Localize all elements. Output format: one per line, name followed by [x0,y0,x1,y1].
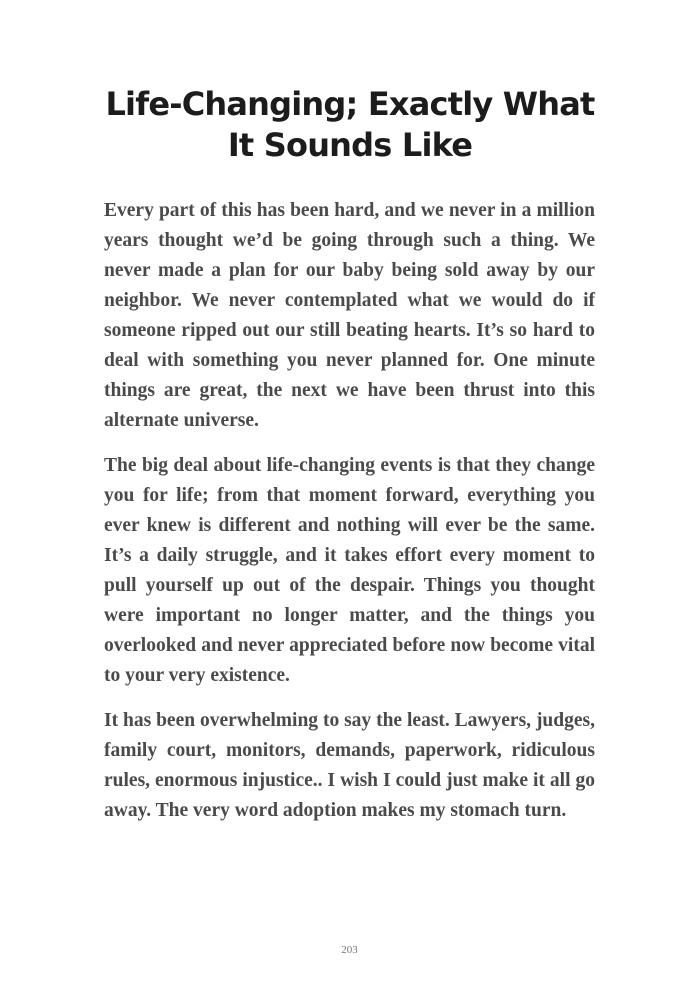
body-text [104,196,595,841]
paragraph-2: The big deal about life-changing events is that they change you for life; from that moment forward, everything you ever knew is different and nothing will ever be the same. It’s a daily struggle, and it takes effort every moment to pull yourself up out of the despair. Things you thought were important no longer matter, and the things you overlooked and never appreciated before now become vital to your very existence. [104,455,595,686]
paragraph-3: It has been overwhelming to say the least. Lawyers, judges, family court, monitors, demands, paperwork, ridiculous rules, enormous injustice.. I wish I could just make it all go away. The very word adoption makes my stomach turn. [104,710,595,821]
page-number: 203 [341,944,358,956]
chapter-title: Life-Changing; Exactly What It Sounds Like [105,85,595,164]
paragraph-1: Every part of this has been hard, and we never in a million years thought we’d be going through such a thing. We never made a plan for our baby being sold away by our neighbor. We never contemplated what we would do if someone ripped out our still beating hearts. It’s so hard to deal with something you never planned for. One minute things are great, the next we have been thrust into this alternate universe. [104,200,595,431]
